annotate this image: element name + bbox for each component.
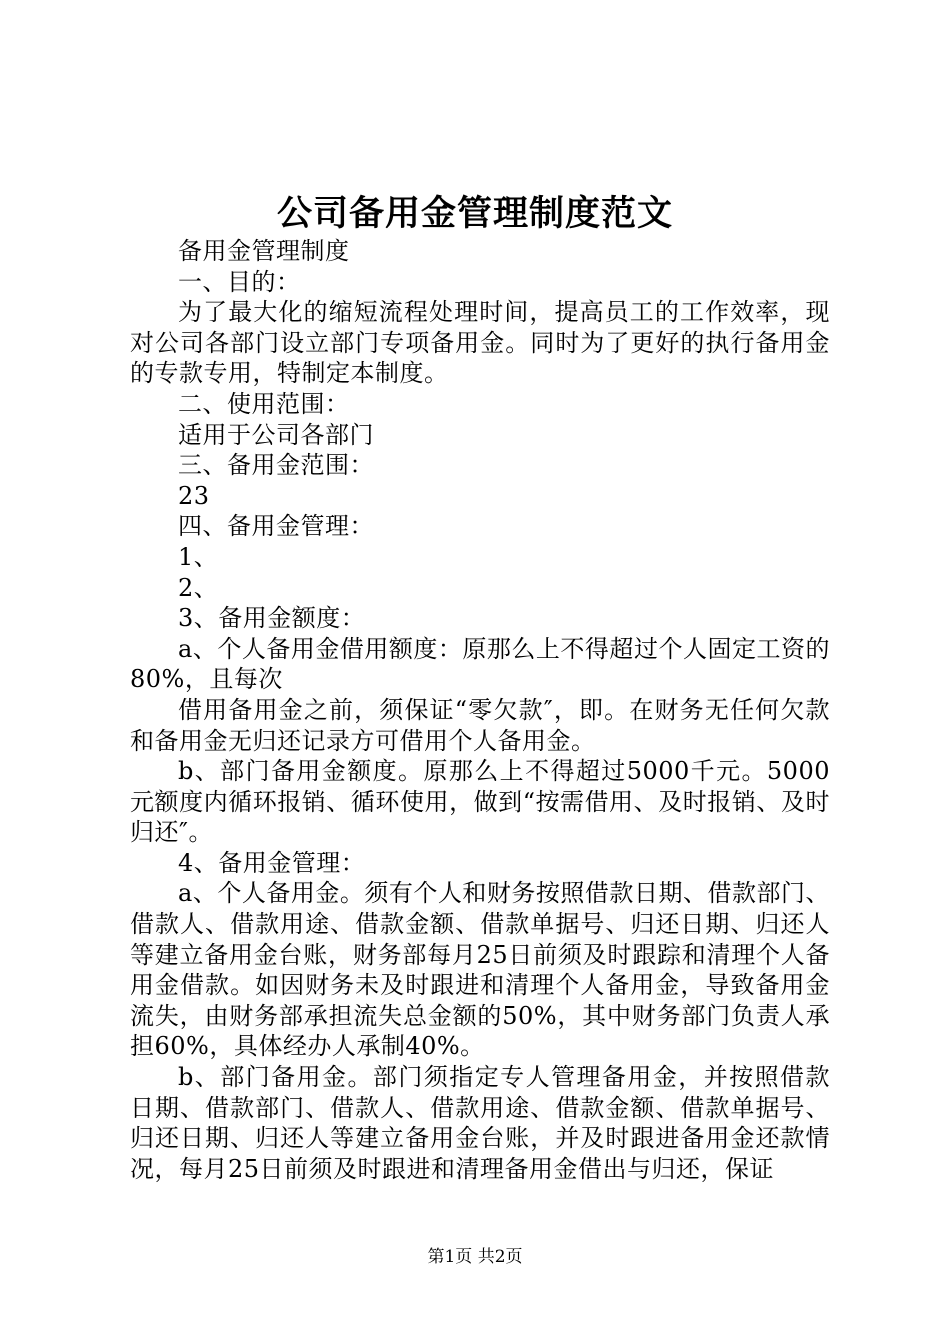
paragraph: a、个人备用金。须有个人和财务按照借款日期、借款部门、借款人、借款用途、借款金额、借款单据号、归还日期、归还人等建立备用金台账，财务部每月25日前须及时跟踪和清理个人备用金借款。如因财务未及时跟进和清理个人备用金，导致备用金流失，由财务部承担流失总金额的50%，其中财务部门负责人承担60%，具体经办人承制40%。: [130, 879, 830, 1061]
paragraph: 4、备用金管理：: [178, 848, 366, 877]
paragraph: a、个人备用金借用额度：原那么上不得超过个人固定工资的80%，且每次: [130, 634, 830, 694]
document-body: [130, 236, 830, 1184]
paragraph: b、部门备用金额度。原那么上不得超过5000千元。5000元额度内循环报销、循环使用，做到“按需借用、及时报销、及时归还″。: [130, 757, 830, 847]
page-footer: 第1页 共2页: [427, 1247, 523, 1267]
paragraph: 2、: [178, 573, 219, 602]
paragraph: 3、备用金额度：: [178, 604, 366, 633]
paragraph: 三、备用金范围：: [178, 451, 374, 480]
paragraph: 备用金管理制度: [178, 237, 350, 265]
paragraph: 二、使用范围：: [178, 389, 350, 418]
paragraph: 为了最大化的缩短流程处理时间，提高员工的工作效率，现对公司各部门设立部门专项备用金。同时为了更好的执行备用金的专款专用，特制定本制度。: [130, 298, 830, 388]
paragraph: 四、备用金管理：: [178, 512, 374, 541]
paragraph: 23: [178, 481, 210, 510]
paragraph: 借用备用金之前，须保证“零欠款″，即。在财务无任何欠款和备用金无归还记录方可借用个人备用金。: [130, 695, 830, 755]
document-title: 公司备用金管理制度范文: [276, 193, 673, 234]
paragraph: 1、: [178, 542, 219, 571]
paragraph: b、部门备用金。部门须指定专人管理备用金，并按照借款日期、借款部门、借款人、借款用途、借款金额、借款单据号、归还日期、归还人等建立备用金台账，并及时跟进备用金还款情况，每月25日前须及时跟进和清理备用金借出与归还，保证: [130, 1063, 830, 1183]
paragraph: 适用于公司各部门: [178, 420, 374, 449]
paragraph: 一、目的：: [178, 267, 301, 296]
